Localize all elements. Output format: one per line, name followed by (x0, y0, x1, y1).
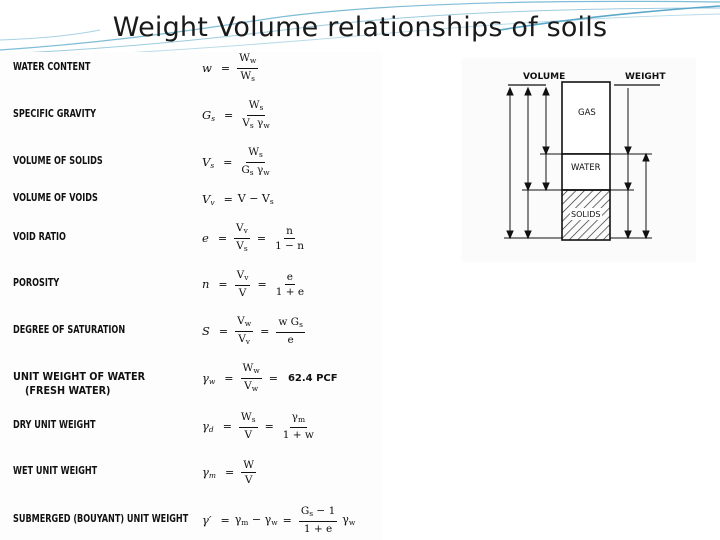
formula-specific-gravity: $G_s$ = $\frac{W_s}{V_s \gamma_w}$ (202, 98, 270, 130)
formula-row-wet-unit-weight (0, 452, 382, 492)
row-label: SUBMERGED (BOUYANT) UNIT WEIGHT (13, 513, 189, 525)
formula-unit-weight-of-water: $\gamma_w$ = $\frac{W_w}{V_w}$ = 62.4 PCF (202, 361, 338, 393)
soil-phase-diagram-svg (462, 58, 696, 262)
formula-row-void-ratio (0, 218, 382, 258)
row-label: POROSITY (13, 277, 60, 289)
formula-submerged-unit-weight: γ′ = $\gamma_m - \gamma_w$ = $\frac{G_s - 1}{1 + e}$ $\gamma_w$ (202, 505, 356, 535)
row-label: UNIT WEIGHT OF WATER (13, 371, 146, 383)
formula-volume-of-voids: $V_v$ = $V - V_s$ (202, 191, 274, 207)
row-label: VOID RATIO (13, 231, 66, 243)
formula-row-submerged-unit-weight (0, 500, 382, 540)
formula-row-unit-weight-of-water (0, 358, 382, 398)
volume-heading: VOLUME (523, 72, 566, 82)
formula-dry-unit-weight: $\gamma_d$ = $\frac{W_s}{V}$ = $\frac{\gamma_m}{1 + w}$ (202, 411, 314, 441)
formula-row-water-content (0, 48, 382, 88)
formula-void-ratio: e = $\frac{V_v}{V_s}$ = $\frac{n}{1 - n}$ (202, 221, 305, 253)
formula-table (0, 52, 382, 540)
formula-row-volume-of-solids (0, 142, 382, 182)
row-label: DEGREE OF SATURATION (13, 324, 126, 336)
formula-degree-of-saturation: S = $\frac{V_w}{V_v}$ = $\frac{w G_s}{e}$ (202, 314, 303, 346)
formula-row-porosity (0, 264, 382, 304)
row-label: DRY UNIT WEIGHT (13, 419, 96, 431)
slide-title: Weight Volume relationships of soils (112, 12, 608, 43)
water-label: WATER (571, 163, 601, 173)
row-label: WATER CONTENT (13, 61, 91, 73)
water-unit-weight-value: 62.4 PCF (287, 372, 338, 384)
formula-row-specific-gravity (0, 95, 382, 135)
gas-label: GAS (578, 108, 596, 118)
formula-volume-of-solids: $V_s$ = $\frac{W_s}{G_s \gamma_w}$ (202, 145, 270, 177)
formula-row-volume-of-voids (0, 179, 382, 219)
formula-porosity: n = $\frac{V_v}{V}$ = $\frac{e}{1 + e}$ (202, 269, 305, 299)
formula-row-dry-unit-weight (0, 406, 382, 446)
solids-label: SOLIDS (571, 210, 601, 219)
gas-phase (562, 82, 610, 154)
formula-wet-unit-weight: $\gamma_m$ = $\frac{W}{V}$ (202, 458, 255, 486)
row-label: SPECIFIC GRAVITY (13, 108, 97, 120)
row-label: VOLUME OF VOIDS (13, 192, 98, 204)
row-label: WET UNIT WEIGHT (13, 465, 98, 477)
row-sublabel: (FRESH WATER) (25, 385, 111, 397)
formula-row-degree-of-saturation (0, 311, 382, 351)
phase-diagram (462, 58, 696, 262)
formula-water-content: w = $\frac{W_w}{W_s}$ (202, 51, 257, 83)
row-label: VOLUME OF SOLIDS (13, 155, 103, 167)
weight-heading: WEIGHT (625, 72, 666, 82)
